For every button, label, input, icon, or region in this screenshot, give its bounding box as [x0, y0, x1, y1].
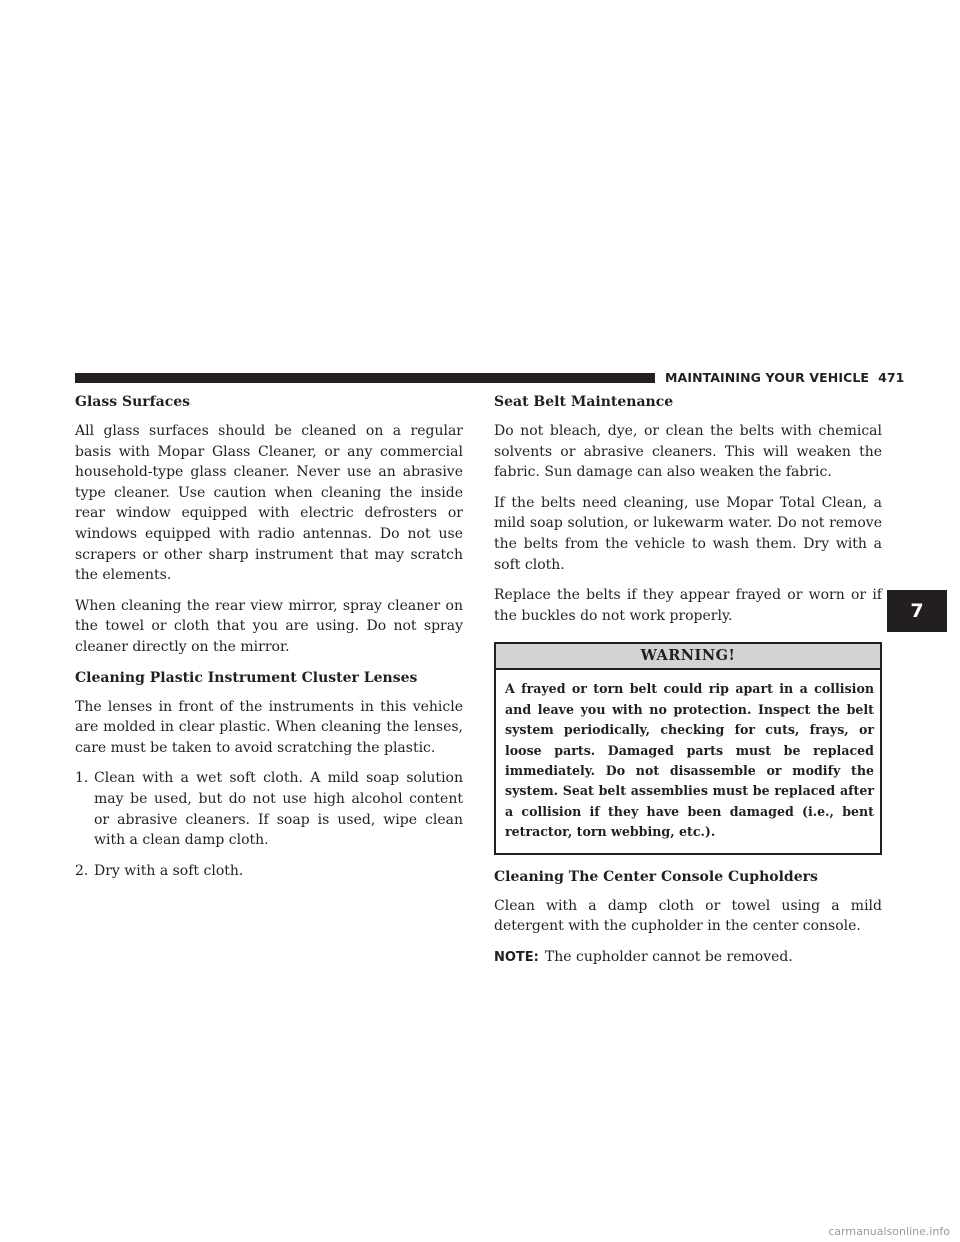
seat-belt-paragraph-1: Do not bleach, dye, or clean the belts with chemical solvents or abrasive cleaners. This will weaken the fabric. Sun damage can also weaken the fabric. — [494, 423, 882, 481]
cupholders-heading: Cleaning The Center Console Cupholders — [494, 868, 818, 885]
cluster-lenses-paragraph: The lenses in front of the instruments in this vehicle are molded in clear plastic. When cleaning the lenses, care must be taken to avoid scratching the plastic. — [75, 698, 463, 756]
note-text: The cupholder cannot be removed. — [544, 948, 793, 965]
page-number: 471 — [878, 370, 905, 385]
step-text: Dry with a soft cloth. — [94, 862, 244, 879]
note — [494, 947, 882, 969]
section-title: MAINTAINING YOUR VEHICLE — [665, 370, 870, 385]
seat-belt-paragraph-3: Replace the belts if they appear frayed or worn or if the buckles do not work properly. — [494, 587, 882, 624]
left-column — [75, 392, 463, 891]
step-number: 2. — [75, 862, 89, 879]
seat-belt-heading: Seat Belt Maintenance — [494, 394, 674, 410]
right-column — [494, 392, 882, 978]
glass-surfaces-heading: Glass Surfaces — [75, 394, 191, 410]
warning-box — [494, 642, 882, 854]
cupholders-paragraph: Clean with a damp cloth or towel using a mild detergent with the cupholder in the center console. — [494, 897, 882, 935]
mirror-cleaning-paragraph: When cleaning the rear view mirror, spray cleaner on the towel or cloth that you are using. Do not spray cleaner directly on the mirror. — [75, 597, 463, 655]
running-header — [665, 369, 905, 387]
list-item — [75, 861, 463, 882]
step-text: Clean with a wet soft cloth. A mild soap solution may be used, but do not use high alcohol content or abrasive cleaners. If soap is used, wipe clean with a clean damp cloth. — [94, 770, 463, 849]
note-label: NOTE: — [494, 949, 539, 965]
seat-belt-paragraph-2: If the belts need cleaning, use Mopar Total Clean, a mild soap solution, or lukewarm water. Do not remove the belts from the vehicle to wash them. Dry with a soft cloth. — [494, 494, 882, 573]
header-rule — [75, 373, 655, 383]
cluster-lenses-heading: Cleaning Plastic Instrument Cluster Lenses — [75, 669, 418, 686]
list-item — [75, 768, 463, 850]
warning-text: A frayed or torn belt could rip apart in a collision and leave you with no protection. Inspect the belt system periodically, checking for cuts, frays, or loose parts. Damaged parts must be replaced immediately. Do not disassemble or modify the system. Seat belt assemblies must be replaced after a collision if they have been damaged (i.e., bent retractor, torn webbing, etc.). — [505, 681, 874, 840]
step-number: 1. — [75, 770, 89, 787]
glass-surfaces-paragraph: All glass surfaces should be cleaned on a regular basis with Mopar Glass Cleaner, or any commercial household-type glass cleaner. Never use an abrasive type cleaner. Use caution when cleaning the inside rear window equipped with electric defrosters or windows equipped with radio antennas. Do not use scrapers or other sharp instrument that may scratch the elements. — [75, 423, 463, 584]
warning-title: WARNING! — [496, 644, 880, 670]
watermark: carmanualsonline.info — [828, 1225, 950, 1238]
chapter-tab: 7 — [887, 590, 947, 632]
